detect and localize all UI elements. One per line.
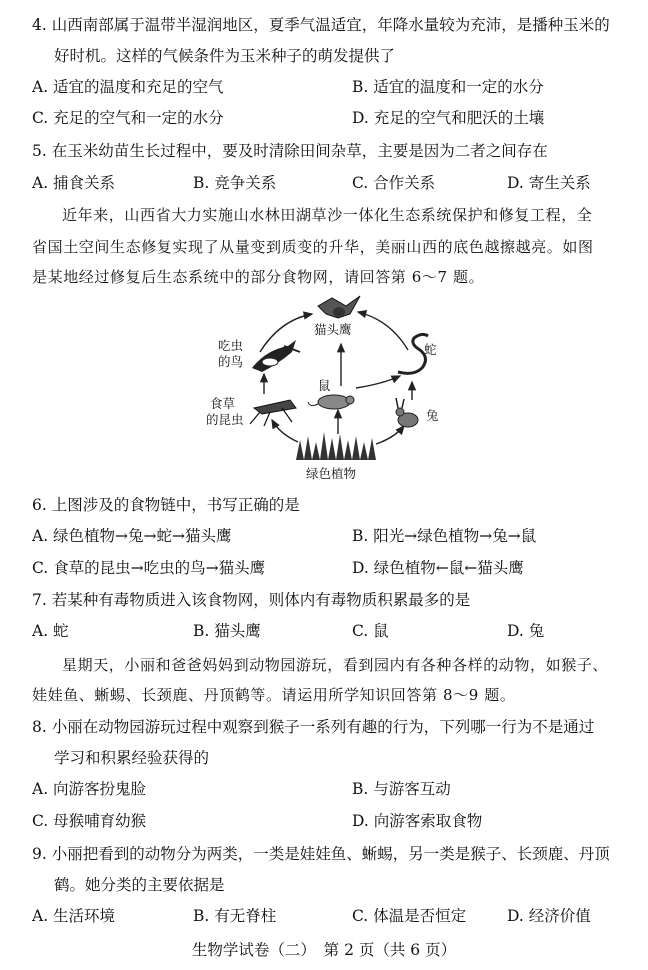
rabbit-icon [396, 398, 418, 427]
rabbit-label: 兔 [426, 408, 439, 423]
arrow-snake-to-owl [358, 312, 408, 350]
passage1-line3: 是某地经过修复后生态系统中的部分食物网，请回答第 6～7 题。 [32, 268, 485, 286]
q4-stem-line1: 4. 山西南部属于温带半湿润地区，夏季气温适宜，年降水量较为充沛，是播种玉米的 [32, 16, 610, 34]
q5-option-b: B. 竞争关系 [193, 174, 277, 192]
owl-icon [318, 296, 360, 318]
bird-icon [252, 340, 300, 372]
arrow-plant-to-insect [272, 420, 298, 442]
q6-option-d: D. 绿色植物←鼠←猫头鹰 [352, 559, 524, 577]
q5-option-c: C. 合作关系 [352, 174, 436, 192]
q8-option-c: C. 母猴哺育幼猴 [32, 812, 147, 830]
page-footer: 生物学试卷（二） 第 2 页（共 6 页） [191, 941, 457, 959]
plant-label: 绿色植物 [306, 466, 357, 481]
q6-option-c: C. 食草的昆虫→吃虫的鸟→猫头鹰 [32, 559, 266, 577]
q4-stem-line2: 好时机。这样的气候条件为玉米种子的萌发提供了 [54, 47, 396, 65]
q8-option-d: D. 向游客索取食物 [352, 812, 483, 830]
q9-stem-line2: 鹤。她分类的主要依据是 [54, 876, 225, 894]
q8-stem-line2: 学习和积累经验获得的 [54, 749, 210, 767]
q6-option-b: B. 阳光→绿色植物→兔→鼠 [352, 527, 537, 545]
q5-option-d: D. 寄生关系 [507, 174, 591, 192]
q7-option-d: D. 兔 [507, 622, 545, 640]
q4-option-c: C. 充足的空气和一定的水分 [32, 109, 224, 127]
q7-option-a: A. 蛇 [32, 622, 69, 640]
q7-option-b: B. 猫头鹰 [193, 622, 261, 640]
owl-label: 猫头鹰 [314, 322, 352, 337]
q4-option-a: A. 适宜的温度和充足的空气 [32, 78, 224, 96]
q9-option-a: A. 生活环境 [32, 907, 116, 925]
q9-stem-line1: 9. 小丽把看到的动物分为两类，一类是娃娃鱼、蜥蜴，另一类是猴子、长颈鹿、丹顶 [32, 845, 610, 863]
snake-label: 蛇 [424, 342, 437, 357]
passage2-line1: 星期天，小丽和爸爸妈妈到动物园游玩，看到园内有各种各样的动物，如猴子、 [62, 656, 609, 674]
grass-icon [296, 432, 376, 460]
passage1-line2: 省国土空间生态修复实现了从量变到质变的升华，美丽山西的底色越擦越亮。如图 [32, 238, 594, 256]
bird-label-line2: 的鸟 [218, 354, 244, 369]
food-web-diagram [200, 292, 450, 484]
q6-stem: 6. 上图涉及的食物链中，书写正确的是 [32, 496, 300, 514]
q4-option-b: B. 适宜的温度和一定的水分 [352, 78, 544, 96]
q4-option-d: D. 充足的空气和肥沃的土壤 [352, 109, 545, 127]
mouse-label: 鼠 [318, 378, 331, 393]
q9-option-d: D. 经济价值 [507, 907, 591, 925]
arrow-mouse-to-snake [356, 376, 400, 388]
q8-option-b: B. 与游客互动 [352, 780, 451, 798]
q9-option-b: B. 有无脊柱 [193, 907, 277, 925]
passage2-line2: 娃娃鱼、蜥蜴、长颈鹿、丹顶鹤等。请运用所学知识回答第 8～9 题。 [32, 686, 516, 704]
q9-option-c: C. 体温是否恒定 [352, 907, 467, 925]
q8-option-a: A. 向游客扮鬼脸 [32, 780, 147, 798]
bird-label-line1: 吃虫 [218, 338, 244, 353]
mouse-icon [308, 395, 354, 409]
q8-stem-line1: 8. 小丽在动物园游玩过程中观察到猴子一系列有趣的行为，下列哪一行为不是通过 [32, 718, 595, 736]
q6-option-a: A. 绿色植物→兔→蛇→猫头鹰 [32, 527, 232, 545]
q5-stem: 5. 在玉米幼苗生长过程中，要及时清除田间杂草，主要是因为二者之间存在 [32, 142, 548, 160]
passage1-line1: 近年来，山西省大力实施山水林田湖草沙一体化生态系统保护和修复工程，全 [62, 206, 593, 224]
q7-option-c: C. 鼠 [352, 622, 389, 640]
q7-stem: 7. 若某种有毒物质进入该食物网，则体内有毒物质积累最多的是 [32, 591, 471, 609]
arrow-plant-to-rabbit [376, 426, 404, 444]
insect-label-line2: 的昆虫 [206, 412, 244, 427]
q5-option-a: A. 捕食关系 [32, 174, 116, 192]
insect-label-line1: 食草 [210, 396, 236, 411]
